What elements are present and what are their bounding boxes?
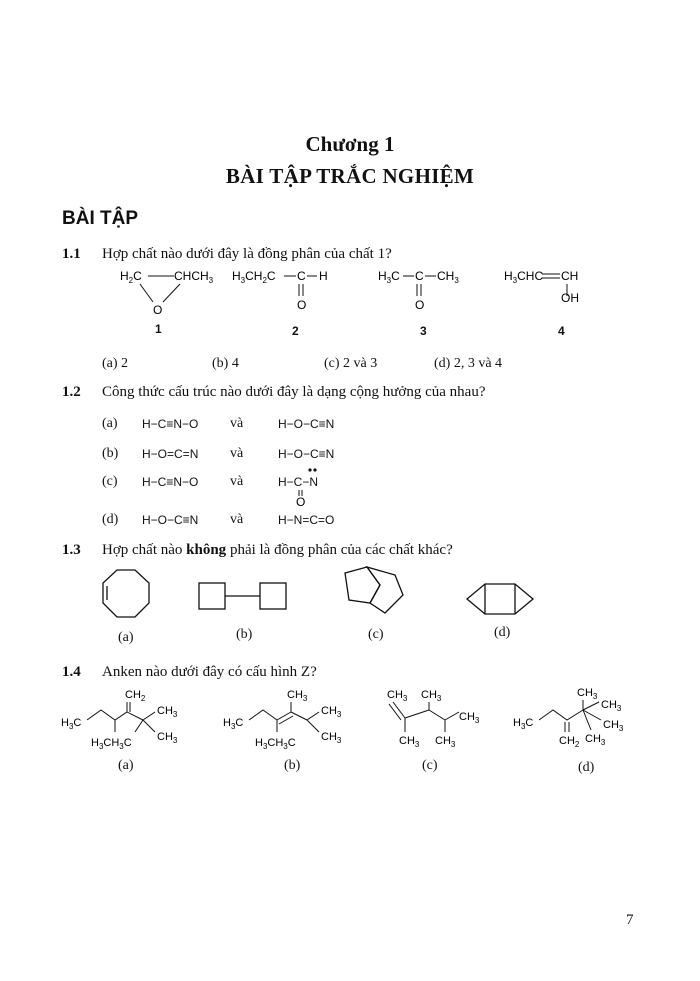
svg-text:H3C: $H_3C$ — [378, 269, 400, 285]
question-1-4-number: 1.4 — [62, 664, 81, 680]
svg-text:CH3: $CH_3$ — [601, 699, 622, 713]
svg-text:CH3: $CH_3$ — [321, 705, 342, 719]
svg-text:CH3: $CH_3$ — [387, 689, 408, 703]
svg-text:CH: CH — [561, 269, 579, 283]
question-1-4-structures — [55, 684, 655, 764]
svg-text:H2C: $H_2C$ — [120, 269, 142, 285]
question-1-3-option-a: (a) — [118, 630, 134, 645]
svg-text:O: O — [153, 303, 163, 317]
compound-2-structure — [232, 269, 328, 312]
svg-text:H3CHC: $H_3CHC$ — [504, 269, 544, 285]
svg-text:CH3: $CH_3$ — [157, 705, 178, 719]
svg-text:H3CH3C: $H_3CH_3C$ — [91, 737, 132, 751]
resonance-d-left: H−O−C≡N — [142, 513, 199, 527]
question-1-3-text — [102, 542, 453, 559]
svg-text:CH3: $CH_3$ — [459, 711, 480, 725]
svg-text:H3C: $H_3C$ — [223, 717, 244, 731]
resonance-a-left: H−C≡N−O — [142, 417, 199, 431]
svg-text:CH3: $CH_3$ — [287, 689, 308, 703]
question-1-1-option-d: (d) 2, 3 và 4 — [434, 356, 503, 371]
svg-text:CH3: $CH_3$ — [603, 719, 624, 733]
svg-text:CH3: $CH_3$ — [421, 689, 442, 703]
cyclooctene-structure — [103, 570, 149, 617]
question-1-3-option-b: (b) — [236, 627, 253, 642]
question-1-1-structures — [110, 266, 590, 336]
section-heading: BÀI TẬP — [62, 208, 138, 229]
resonance-b-right: H−O−C≡N — [278, 447, 335, 461]
svg-text:O: O — [296, 495, 306, 506]
question-1-3-structures — [95, 565, 555, 635]
alkene-c-structure — [387, 689, 480, 749]
alkene-a-structure — [61, 689, 178, 751]
question-1-1-option-a: (a) 2 — [102, 356, 129, 371]
svg-text:CHCH3: $CHCH_3$ — [174, 269, 214, 285]
svg-text:H: H — [319, 269, 328, 283]
question-1-3-option-d: (d) — [494, 625, 511, 640]
svg-text:CH2: $CH_2$ — [125, 689, 146, 703]
compound-2-label: 2 — [292, 324, 299, 338]
question-1-4-option-a: (a) — [118, 758, 134, 773]
question-1-2-option-d: (d) — [102, 512, 119, 527]
question-1-3-option-c: (c) — [368, 627, 384, 642]
compound-1-label: 1 — [155, 322, 162, 336]
pentalane-structure — [345, 567, 403, 613]
question-1-3-text-before: Hợp chất nào — [102, 542, 187, 558]
question-1-3-text-after: phải là đồng phân của các chất khác? — [226, 542, 453, 558]
svg-text:CH3: $CH_3$ — [157, 731, 178, 745]
svg-text:CH2: $CH_2$ — [559, 735, 580, 749]
compound-3-structure — [378, 269, 459, 312]
compound-4-structure — [504, 269, 579, 305]
svg-text:H3C: $H_3C$ — [61, 717, 82, 731]
question-1-2-option-a: (a) — [102, 416, 118, 431]
svg-text:C: C — [297, 269, 306, 283]
svg-text:CH3: $CH_3$ — [435, 735, 456, 749]
chapter-title: BÀI TẬP TRẮC NGHIỆM — [225, 164, 475, 188]
connector-and-a: và — [230, 416, 244, 431]
tricyclic-structure — [467, 584, 533, 614]
question-1-2-option-c: (c) — [102, 474, 118, 489]
connector-and-b: và — [230, 446, 244, 461]
resonance-c-right: H−C−N — [278, 475, 319, 489]
resonance-d-right: H−N=C=O — [278, 513, 335, 527]
svg-text:H3CH2C: $H_3CH_2C$ — [232, 269, 276, 285]
resonance-c-left: H−C≡N−O — [142, 475, 199, 489]
question-1-1-option-b: (b) 4 — [212, 356, 239, 371]
connector-and-d: và — [230, 512, 244, 527]
question-1-1-text: Hợp chất nào dưới đây là đồng phân của chất 1? — [102, 246, 392, 262]
alkene-d-structure — [513, 687, 624, 749]
connector-and-c: và — [230, 474, 244, 489]
svg-text:O: O — [415, 298, 425, 312]
question-1-4-option-b: (b) — [284, 758, 301, 773]
compound-3-label: 3 — [420, 324, 427, 338]
svg-text:H3CH3C: $H_3CH_3C$ — [255, 737, 296, 751]
svg-text:CH3: $CH_3$ — [577, 687, 598, 701]
svg-text:H3C: $H_3C$ — [513, 717, 534, 731]
page-number: 7 — [626, 912, 634, 928]
compound-4-label: 4 — [558, 324, 565, 338]
compound-1-structure — [120, 269, 214, 317]
svg-text:O: O — [297, 298, 307, 312]
svg-text:CH3: $CH_3$ — [585, 733, 606, 747]
question-1-1-option-c: (c) 2 và 3 — [324, 356, 378, 371]
question-1-4-option-c: (c) — [422, 758, 438, 773]
resonance-a-right: H−O−C≡N — [278, 417, 335, 431]
resonance-c-right-marks — [270, 466, 350, 506]
question-1-2-text: Công thức cấu trúc nào dưới đây là dạng cộng hưởng của nhau? — [102, 384, 486, 400]
question-1-2-number: 1.2 — [62, 384, 81, 400]
svg-text:CH3: $CH_3$ — [399, 735, 420, 749]
alkene-b-structure — [223, 689, 342, 751]
question-1-3-text-emphasis: không — [186, 542, 227, 558]
svg-text:CH3: $CH_3$ — [437, 269, 459, 285]
svg-text:CH3: $CH_3$ — [321, 731, 342, 745]
bicyclobutyl-structure — [199, 583, 286, 609]
question-1-3-number: 1.3 — [62, 542, 81, 558]
svg-text:OH: OH — [561, 291, 579, 305]
chapter-heading: Chương 1 — [305, 132, 395, 156]
svg-text:C: C — [415, 269, 424, 283]
resonance-b-left: H−O=C=N — [142, 447, 199, 461]
question-1-1-number: 1.1 — [62, 246, 81, 262]
question-1-2-option-b: (b) — [102, 446, 119, 461]
question-1-4-text: Anken nào dưới đây có cấu hình Z? — [102, 664, 317, 680]
question-1-4-option-d: (d) — [578, 760, 595, 775]
